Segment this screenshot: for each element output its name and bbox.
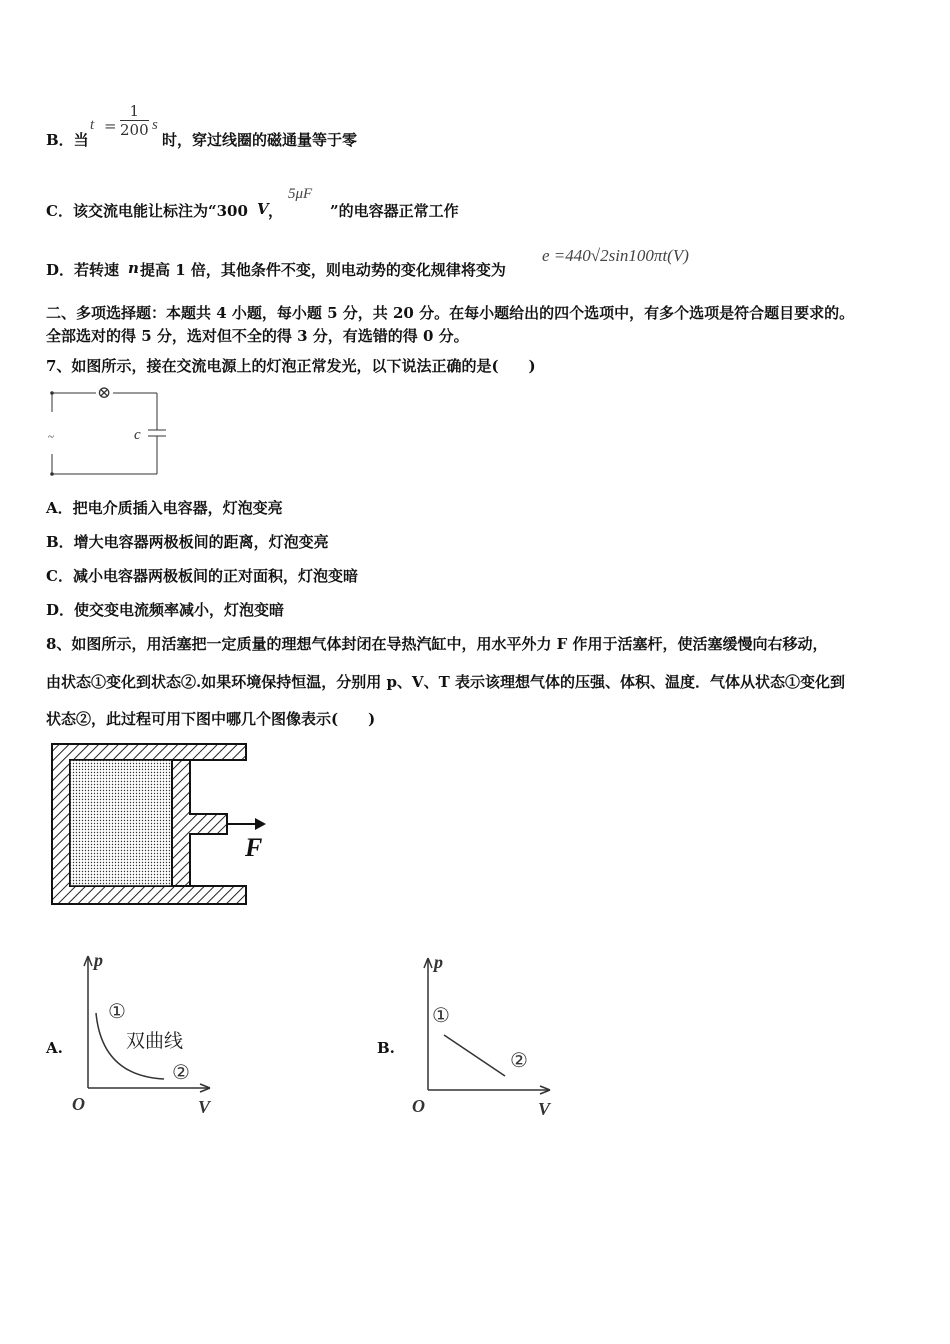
comma: ， bbox=[268, 202, 284, 220]
bulb-icon: ⊗ bbox=[97, 383, 112, 402]
graph-b-label: B. bbox=[377, 1039, 395, 1057]
section-line-1: 二、多项选择题：本题共 4 小题，每小题 5 分，共 20 分。在每小题给出的四个选项中，有多个选项是符合题目要求的。 bbox=[46, 304, 855, 322]
q7-option-a: A．把电介质插入电容器，灯泡变亮 bbox=[46, 499, 283, 517]
axis-v-label: V bbox=[198, 1097, 211, 1117]
q7-option-c: C．减小电容器两极板间的正对面积，灯泡变暗 bbox=[46, 567, 358, 585]
fraction-numerator: 1 bbox=[120, 102, 149, 121]
state-2-marker: ② bbox=[510, 1050, 528, 1072]
q7-stem: 7、如图所示，接在交流电源上的灯泡正常发光，以下说法正确的是( ) bbox=[46, 357, 536, 375]
state-1-marker: ① bbox=[108, 1001, 126, 1023]
unit-s: s bbox=[152, 117, 158, 133]
origin-label: O bbox=[72, 1094, 85, 1114]
state-2-marker: ② bbox=[172, 1062, 190, 1084]
ac-source-symbol: ~ bbox=[48, 431, 54, 443]
origin-label: O bbox=[412, 1096, 425, 1116]
var-t: t bbox=[90, 117, 95, 133]
section-line-2: 全部选对的得 5 分，选对但不全的得 3 分，有选错的得 0 分。 bbox=[46, 327, 469, 345]
q7-option-b: B．增大电容器两极板间的距离，灯泡变亮 bbox=[46, 533, 329, 551]
axis-p-label: p bbox=[434, 952, 443, 972]
axis-v-label: V bbox=[538, 1099, 551, 1119]
capacitor-label: c bbox=[134, 427, 141, 443]
q8-line-3: 状态②，此过程可用下图中哪几个图像表示( ) bbox=[46, 710, 376, 728]
graph-b bbox=[408, 950, 568, 1125]
option-d-label: D．若转速 bbox=[46, 261, 120, 279]
fraction-denominator: 200 bbox=[120, 121, 149, 139]
graph-a bbox=[68, 948, 228, 1123]
q8-line-1: 8、如图所示，用活塞把一定质量的理想气体封闭在导热汽缸中，用水平外力 F 作用于活塞杆，使活塞缓慢向右移动， bbox=[46, 635, 828, 653]
q8-line-2: 由状态①变化到状态②.如果环境保持恒温，分别用 p、V、T 表示该理想气体的压强、体积、温度．气体从状态①变化到 bbox=[46, 673, 845, 691]
graph-a-label: A. bbox=[46, 1039, 63, 1057]
option-c-label: C．该交流电能让标注为“300 bbox=[46, 202, 248, 220]
section-heading bbox=[46, 302, 916, 348]
curve-label: 双曲线 bbox=[126, 1031, 184, 1052]
option-d-text: 提高 1 倍，其他条件不变，则电动势的变化规律将变为 bbox=[140, 261, 506, 279]
q7-option-d: D．使交变电流频率减小，灯泡变暗 bbox=[46, 601, 285, 619]
axis-p-label: p bbox=[94, 950, 103, 970]
state-1-marker: ① bbox=[432, 1005, 450, 1027]
capacitance: 5μF bbox=[288, 186, 313, 202]
option-b-label: B．当 bbox=[46, 131, 89, 149]
piston bbox=[172, 760, 227, 886]
equals-sign: = bbox=[104, 117, 117, 135]
var-n: n bbox=[128, 259, 139, 277]
unit-v: V bbox=[257, 200, 269, 218]
force-label: F bbox=[245, 833, 263, 862]
option-b-text: 时，穿过线圈的磁通量等于零 bbox=[162, 131, 358, 149]
cylinder-figure bbox=[45, 738, 275, 910]
emf-formula: e =440√2sin100πt(V) bbox=[542, 246, 689, 265]
fraction bbox=[120, 102, 149, 139]
arrow-head-icon bbox=[255, 818, 266, 830]
gas-region bbox=[70, 760, 172, 886]
q7-circuit-diagram bbox=[40, 382, 175, 482]
linear-segment bbox=[444, 1035, 505, 1076]
option-c-text: ”的电容器正常工作 bbox=[330, 202, 459, 220]
